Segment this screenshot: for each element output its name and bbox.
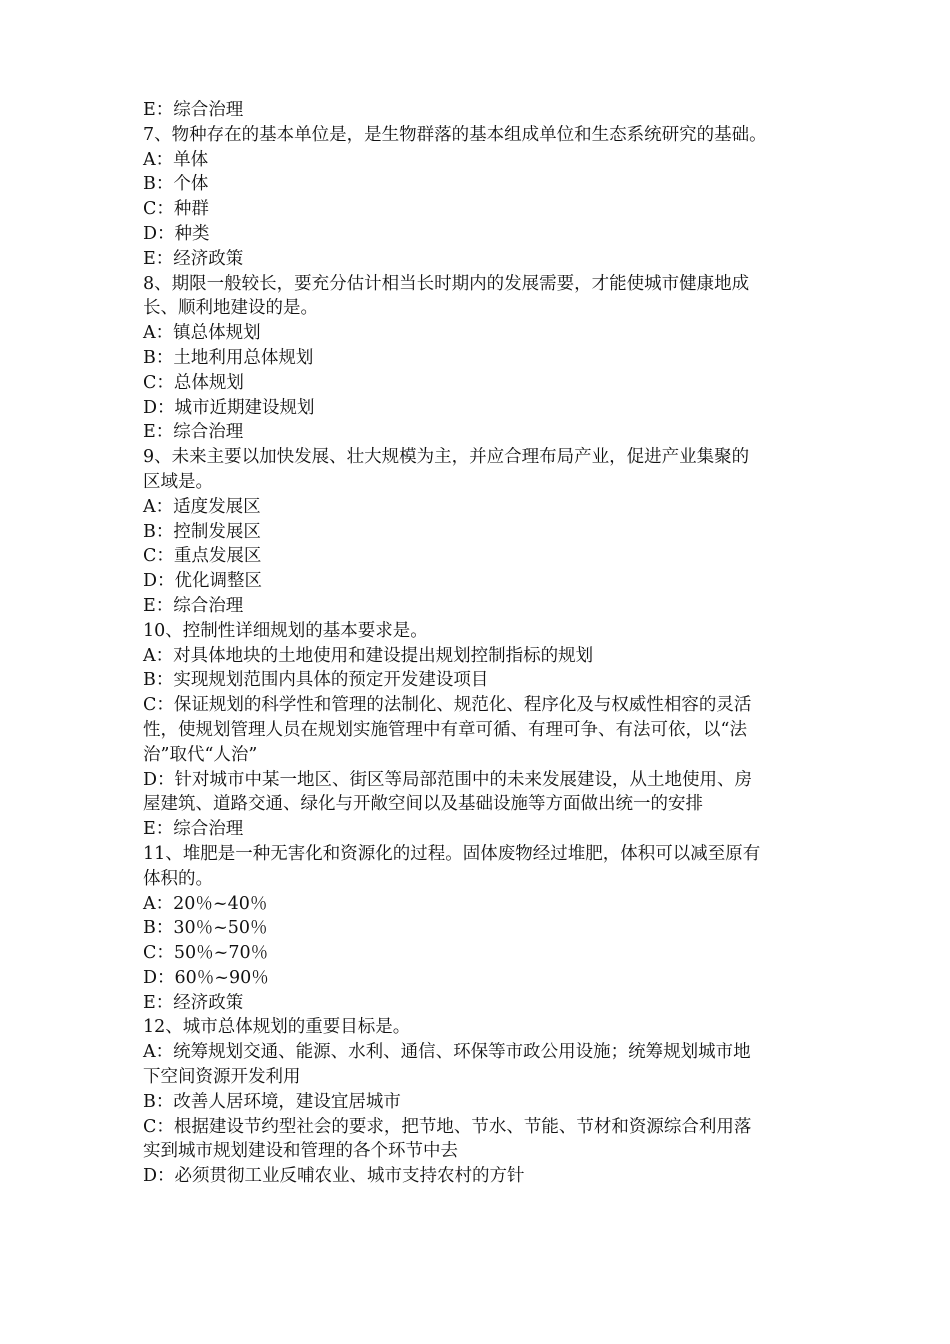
- text-line: B：个体: [143, 174, 209, 195]
- text-line: 7、物种存在的基本单位是，是生物群落的基本组成单位和生态系统研究的基础。: [143, 124, 767, 145]
- text-line: 治”取代“人治”: [143, 744, 258, 765]
- text-line: E：综合治理: [143, 595, 244, 616]
- text-line: 屋建筑、道路交通、绿化与开敞空间以及基础设施等方面做出统一的安排: [143, 794, 703, 815]
- text-line: A：统筹规划交通、能源、水利、通信、环保等市政公用设施；统筹规划城市地: [143, 1042, 751, 1063]
- text-line: 体积的。: [143, 868, 213, 889]
- text-line: A：20％~40％: [143, 893, 268, 914]
- text-line: E：综合治理: [143, 422, 244, 443]
- text-line: A：适度发展区: [143, 496, 261, 517]
- text-line: A：单体: [143, 149, 209, 170]
- text-line: D：种类: [143, 223, 210, 244]
- text-line: B：实现规划范围内具体的预定开发建设项目: [143, 670, 489, 691]
- text-line: D：针对城市中某一地区、街区等局部范围中的未来发展建设，从土地使用、房: [143, 769, 753, 790]
- text-line: B：改善人居环境，建设宜居城市: [143, 1091, 401, 1112]
- text-line: C：50％~70％: [143, 943, 269, 964]
- text-line: 10、控制性详细规划的基本要求是。: [143, 620, 428, 641]
- text-line: A：对具体地块的土地使用和建设提出规划控制指标的规划: [143, 645, 594, 666]
- text-line: B：控制发展区: [143, 521, 261, 542]
- text-line: 11、堆肥是一种无害化和资源化的过程。固体废物经过堆肥，体积可以减至原有: [143, 843, 761, 864]
- text-line: 8、期限一般较长，要充分估计相当长时期内的发展需要，才能使城市健康地成: [143, 273, 750, 294]
- text-line: C：总体规划: [143, 372, 244, 393]
- text-line: 12、城市总体规划的重要目标是。: [143, 1017, 411, 1038]
- text-line: 长、顺利地建设的是。: [143, 298, 318, 319]
- text-line: A：镇总体规划: [143, 323, 261, 344]
- text-line: 性，使规划管理人员在规划实施管理中有章可循、有理可争、有法可依，以“法: [143, 719, 747, 740]
- text-line: D：60％~90％: [143, 967, 269, 988]
- text-line: D：城市近期建设规划: [143, 397, 315, 418]
- text-line: C：重点发展区: [143, 546, 262, 567]
- text-line: 下空间资源开发利用: [143, 1067, 301, 1088]
- text-line: B：土地利用总体规划: [143, 347, 314, 368]
- text-line: 实到城市规划建设和管理的各个环节中去: [143, 1141, 458, 1162]
- text-line: E：综合治理: [143, 100, 244, 120]
- text-line: E：综合治理: [143, 819, 244, 840]
- text-line: 9、未来主要以加快发展、壮大规模为主，并应合理布局产业，促进产业集聚的: [143, 447, 750, 468]
- text-line: C：根据建设节约型社会的要求，把节地、节水、节能、节材和资源综合利用落: [143, 1116, 752, 1137]
- text-line: 区域是。: [143, 471, 213, 492]
- text-line: D：优化调整区: [143, 571, 263, 592]
- text-line: D：必须贯彻工业反哺农业、城市支持农村的方针: [143, 1166, 525, 1187]
- text-line: C：保证规划的科学性和管理的法制化、规范化、程序化及与权威性相容的灵活: [143, 695, 752, 716]
- text-line: E：经济政策: [143, 992, 244, 1013]
- text-line: C：种群: [143, 199, 209, 220]
- text-line: E：经济政策: [143, 248, 244, 269]
- text-line: B：30％~50％: [143, 918, 268, 939]
- document-page: [143, 98, 815, 1189]
